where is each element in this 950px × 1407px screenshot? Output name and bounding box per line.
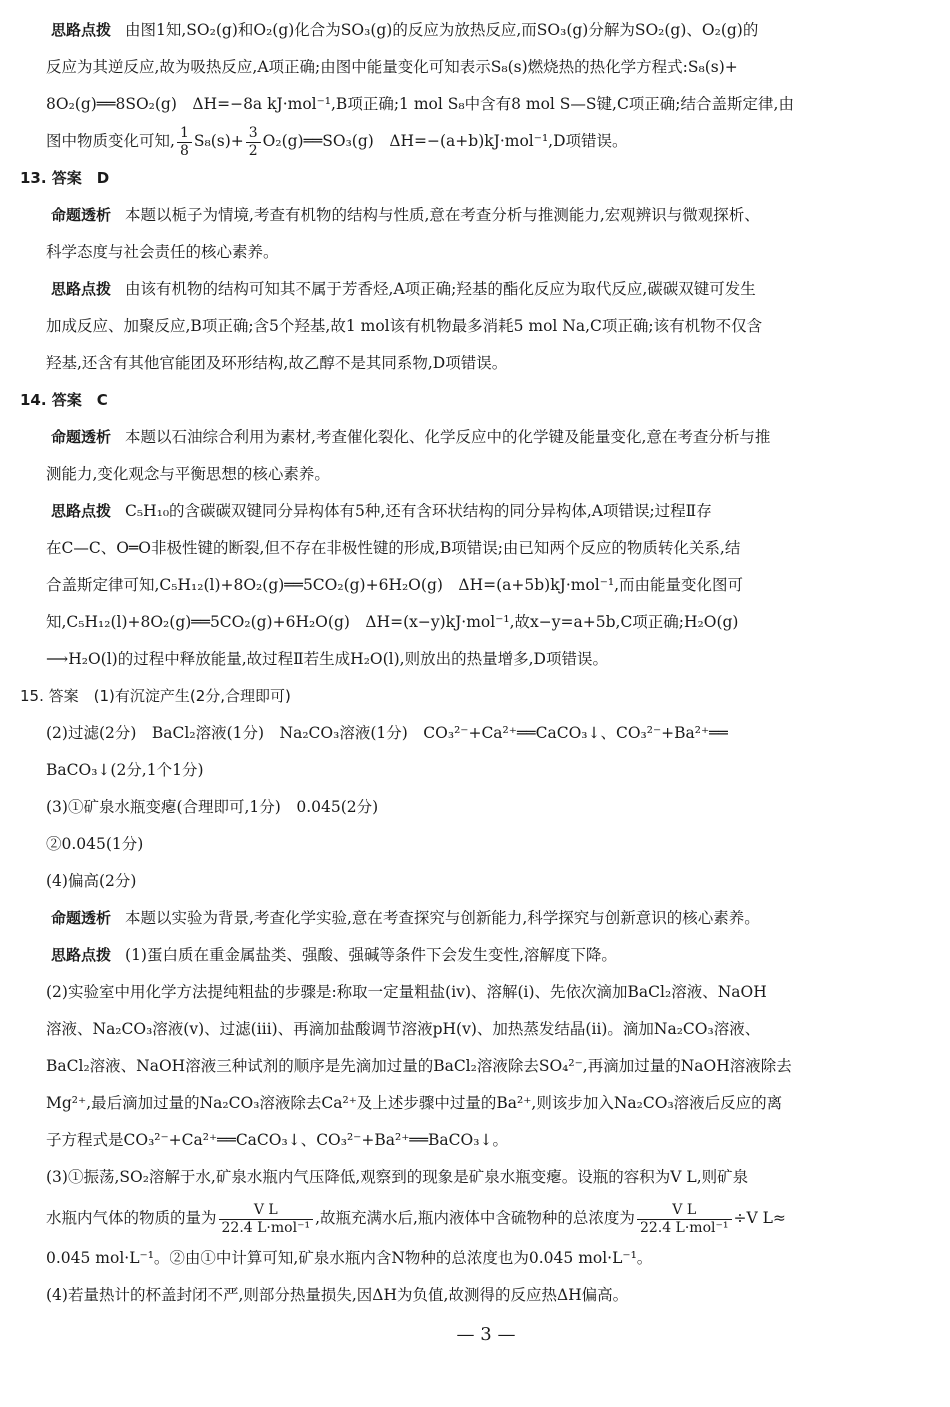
- q14-think-line-3: 合盖斯定律可知,C₅H₁₂(l)+8O₂(g)══5CO₂(g)+6H₂O(g) ΔH=(a+5b)kJ·mol⁻¹,而由能量变化图可: [46, 576, 744, 594]
- think-label: 思路点拨: [51, 502, 112, 520]
- fraction-concentration: $\frac{\text{V L}}{\text{22.4 L·mol⁻¹}}$: [637, 1202, 732, 1235]
- fraction-one-eighth: $\frac{1}{8}$: [177, 125, 192, 158]
- q13-think-line-2: 加成反应、加聚反应,B项正确;含5个羟基,故1 mol该有机物最多消耗5 mol Na,C项正确;该有机物不仅含: [46, 317, 763, 335]
- q15-think-line-4: BaCl₂溶液、NaOH溶液三种试剂的顺序是先滴加过量的BaCl₂溶液除去SO₄²⁻,再滴加过量的NaOH溶液除去: [46, 1057, 792, 1075]
- q15-think-line-8: 水瓶内气体的物质的量为 $\frac{\text{V L}}{\text{22.4 L·mol⁻¹}}$ ,故瓶充满水后,瓶内液体中含硫物种的总浓度为 $\frac{\text{V L}}{\text{22.4 L·mol⁻¹}}$ ÷V L≈: [46, 1202, 786, 1236]
- q13-think-line-1: 思路点拨 由该有机物的结构可知其不属于芳香烃,A项正确;羟基的酯化反应为取代反应,碳碳双键可发生: [51, 280, 756, 298]
- prev-think-line-2: 反应为其逆反应,故为吸热反应,A项正确;由图中能量变化可知表示S₈(s)燃烧热的热化学方程式:S₈(s)+: [46, 58, 738, 76]
- q15-think-line-1: 思路点拨 (1)蛋白质在重金属盐类、强酸、强碱等条件下会发生变性,溶解度下降。: [51, 946, 617, 964]
- q15-answer-line-4: (3)①矿泉水瓶变瘪(合理即可,1分) 0.045(2分): [46, 798, 379, 816]
- q15-think-line-9: 0.045 mol·L⁻¹。②由①中计算可知,矿泉水瓶内含N物种的总浓度也为0.045 mol·L⁻¹。: [46, 1249, 653, 1267]
- q15-think-line-3: 溶液、Na₂CO₃溶液(ⅴ)、过滤(ⅲ)、再滴加盐酸调节溶液pH(ⅴ)、加热蒸发结晶(ⅱ)。滴加Na₂CO₃溶液、: [46, 1020, 761, 1038]
- fraction-moles: $\frac{\text{V L}}{\text{22.4 L·mol⁻¹}}$: [219, 1202, 314, 1235]
- q14-intent-line-1: 命题透析 本题以石油综合利用为素材,考查催化裂化、化学反应中的化学键及能量变化,意在考查分析与推: [51, 428, 771, 446]
- intent-label: 命题透析: [51, 206, 112, 224]
- q14-answer-header: 14. 答案 C: [20, 391, 108, 409]
- fraction-three-halves: $\frac{3}{2}$: [246, 125, 261, 158]
- think-label: 思路点拨: [51, 946, 112, 964]
- q15-answer-line-3: BaCO₃↓(2分,1个1分): [46, 761, 204, 779]
- q15-think-line-6: 子方程式是CO₃²⁻+Ca²⁺══CaCO₃↓、CO₃²⁻+Ba²⁺══BaCO₃↓。: [46, 1131, 508, 1149]
- prev-think-line-4: 图中物质变化可知, $\frac{1}{8}$ S₈(s)+ $\frac{3}{2}$ O₂(g)══SO₃(g) ΔH=−(a+b)kJ·mol⁻¹,D项错误。: [46, 125, 628, 159]
- prev-think-line-3: 8O₂(g)══8SO₂(g) ΔH=−8a kJ·mol⁻¹,B项正确;1 mol S₈中含有8 mol S—S键,C项正确;结合盖斯定律,由: [46, 95, 794, 113]
- prev-think-line-1: 思路点拨 由图1知,SO₂(g)和O₂(g)化合为SO₃(g)的反应为放热反应,而SO₃(g)分解为SO₂(g)、O₂(g)的: [51, 21, 759, 39]
- page-number: — 3 —: [456, 1324, 516, 1345]
- q15-think-line-5: Mg²⁺,最后滴加过量的Na₂CO₃溶液除去Ca²⁺及上述步骤中过量的Ba²⁺,则该步加入Na₂CO₃溶液后反应的离: [46, 1094, 783, 1112]
- think-label: 思路点拨: [51, 280, 112, 298]
- q13-answer-header: 13. 答案 D: [20, 169, 110, 187]
- q15-answer-line-5: ②0.045(1分): [46, 835, 144, 853]
- q14-think-line-2: 在C—C、O═O非极性键的断裂,但不存在非极性键的形成,B项错误;由已知两个反应的物质转化关系,结: [46, 539, 741, 557]
- q13-intent-line-2: 科学态度与社会责任的核心素养。: [46, 243, 279, 261]
- q15-answer-line-2: (2)过滤(2分) BaCl₂溶液(1分) Na₂CO₃溶液(1分) CO₃²⁻+Ca²⁺══CaCO₃↓、CO₃²⁻+Ba²⁺══: [46, 724, 728, 742]
- q13-think-line-3: 羟基,还含有其他官能团及环形结构,故乙醇不是其同系物,D项错误。: [46, 354, 508, 372]
- intent-label: 命题透析: [51, 428, 112, 446]
- q15-think-line-10: (4)若量热计的杯盖封闭不严,则部分热量损失,因ΔH为负值,故测得的反应热ΔH偏高。: [46, 1286, 629, 1304]
- q14-think-line-5: ⟶H₂O(l)的过程中释放能量,故过程Ⅱ若生成H₂O(l),则放出的热量增多,D项错误。: [46, 650, 608, 668]
- intent-label: 命题透析: [51, 909, 112, 927]
- q15-answer-line-6: (4)偏高(2分): [46, 872, 137, 890]
- q15-think-line-7: (3)①振荡,SO₂溶解于水,矿泉水瓶内气压降低,观察到的现象是矿泉水瓶变瘪。设瓶的容积为V L,则矿泉: [46, 1168, 749, 1186]
- q15-answer-header: 15. 答案 (1)有沉淀产生(2分,合理即可): [20, 687, 291, 705]
- think-label: 思路点拨: [51, 21, 112, 39]
- q14-think-line-1: 思路点拨 C₅H₁₀的含碳碳双键同分异构体有5种,还有含环状结构的同分异构体,A项错误;过程Ⅱ存: [51, 502, 712, 520]
- q13-intent-line-1: 命题透析 本题以栀子为情境,考查有机物的结构与性质,意在考查分析与推测能力,宏观辨识与微观探析、: [51, 206, 760, 224]
- q14-think-line-4: 知,C₅H₁₂(l)+8O₂(g)══5CO₂(g)+6H₂O(g) ΔH=(x−y)kJ·mol⁻¹,故x−y=a+5b,C项正确;H₂O(g): [46, 613, 739, 631]
- q14-intent-line-2: 测能力,变化观念与平衡思想的核心素养。: [46, 465, 330, 483]
- q15-intent-line: 命题透析 本题以实验为背景,考查化学实验,意在考查探究与创新能力,科学探究与创新意识的核心素养。: [51, 909, 760, 927]
- q15-think-line-2: (2)实验室中用化学方法提纯粗盐的步骤是:称取一定量粗盐(ⅳ)、溶解(ⅰ)、先依次滴加BaCl₂溶液、NaOH: [46, 983, 767, 1001]
